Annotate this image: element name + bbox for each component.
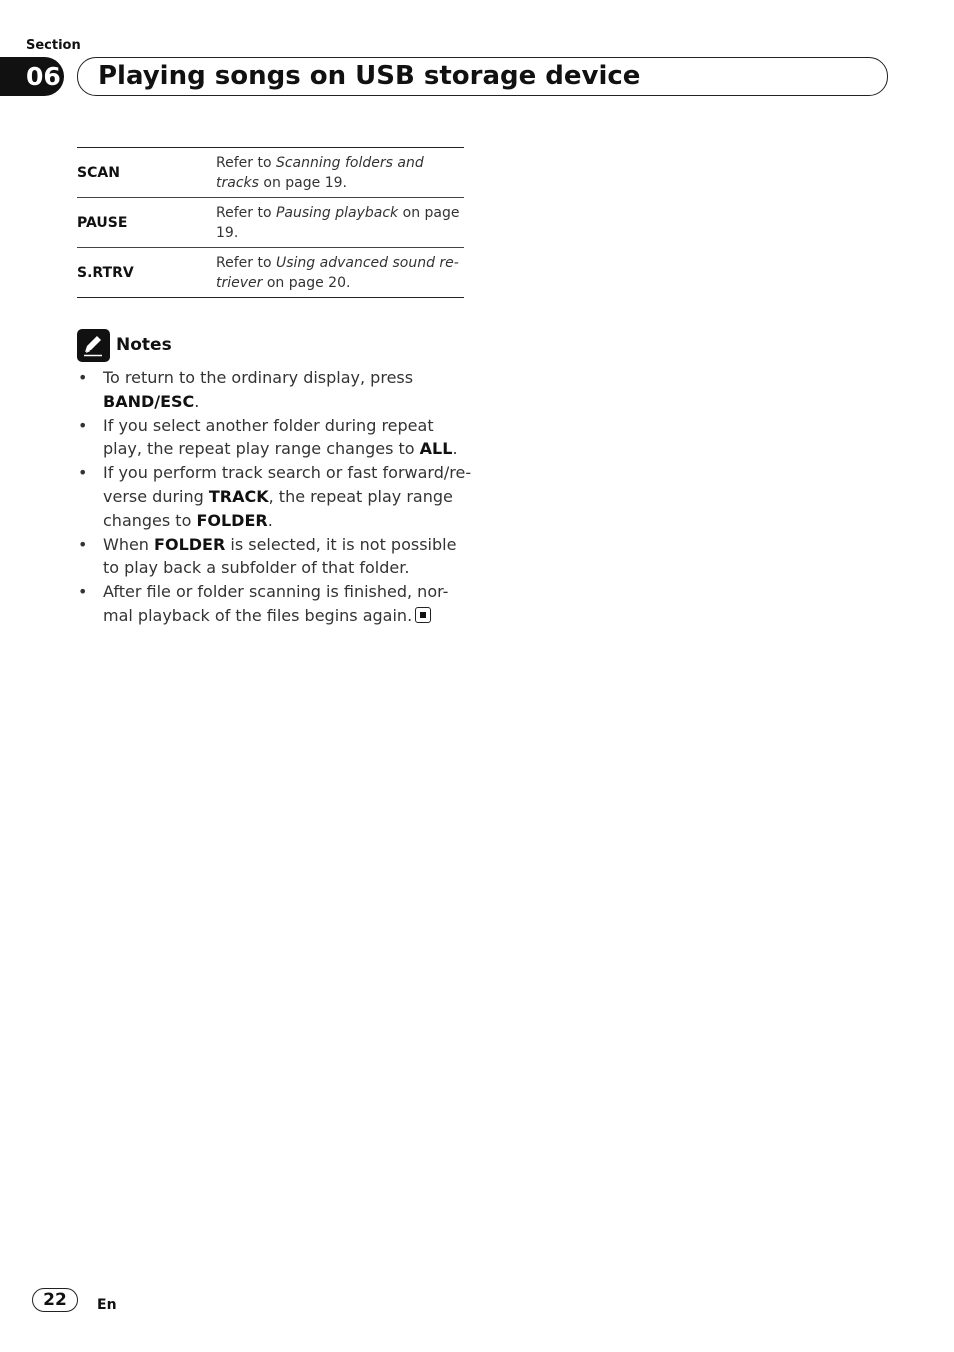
list-item xyxy=(77,366,477,414)
desc-suffix: on page 19. xyxy=(216,204,460,241)
notes-heading xyxy=(77,328,172,362)
note-text: , the repeat play range changes to xyxy=(103,486,453,530)
page-title: Playing songs on USB storage device xyxy=(98,61,641,91)
bullet: • xyxy=(78,368,88,387)
cross-reference: Scanning folders and tracks xyxy=(216,154,424,191)
table-row xyxy=(77,198,464,248)
note-text: To return to the ordinary display, press xyxy=(103,368,414,387)
note-button-name: BAND/ESC xyxy=(103,391,195,411)
bullet: • xyxy=(78,534,88,554)
desc-prefix: Refer to xyxy=(216,154,276,171)
bullet: • xyxy=(78,463,88,483)
function-name: SCAN xyxy=(77,164,120,181)
function-description xyxy=(216,148,464,198)
note-text: After file or folder scanning is finished, nor-mal playback of the files begins again. xyxy=(103,582,449,625)
function-name: PAUSE xyxy=(77,198,216,248)
function-table xyxy=(77,147,464,298)
cross-reference: Using advanced sound re-triever xyxy=(216,254,459,291)
note-text: . xyxy=(452,439,458,459)
list-item xyxy=(77,580,477,628)
function-description xyxy=(216,248,464,298)
pencil-icon xyxy=(77,329,110,362)
section-number-tab: 06 xyxy=(0,57,64,96)
end-mark-icon xyxy=(415,607,431,623)
note-text: If you select another folder during repeat play, the repeat play range changes to xyxy=(103,415,434,459)
list-item xyxy=(77,533,477,581)
function-description xyxy=(216,198,464,248)
cross-reference: Pausing playback xyxy=(275,204,399,221)
function-name: S.RTRV xyxy=(77,248,216,298)
note-setting-name: ALL xyxy=(419,439,453,459)
note-text: When xyxy=(103,534,155,554)
note-text: is selected, it is not possible to play back a subfolder of that folder. xyxy=(103,534,457,578)
note-text: If you perform track search or fast forward/re-verse during xyxy=(103,463,472,506)
section-label: Section xyxy=(26,38,81,53)
desc-prefix: Refer to xyxy=(216,204,276,221)
notes-title: Notes xyxy=(116,335,172,355)
language-code: En xyxy=(97,1297,117,1313)
notes-list xyxy=(77,366,477,628)
note-setting-name: FOLDER xyxy=(154,534,226,554)
page-number: 22 xyxy=(32,1288,78,1312)
desc-prefix: Refer to xyxy=(216,254,276,271)
list-item xyxy=(77,461,477,532)
note-text: . xyxy=(194,391,200,411)
desc-suffix: on page 20. xyxy=(262,274,351,291)
note-setting-name: TRACK xyxy=(208,486,269,506)
note-text: . xyxy=(267,510,273,530)
note-setting-name: FOLDER xyxy=(196,510,268,530)
title-box xyxy=(77,57,888,96)
bullet: • xyxy=(78,582,88,602)
table-row xyxy=(77,148,464,198)
table-row xyxy=(77,248,464,298)
bullet: • xyxy=(78,415,88,435)
list-item xyxy=(77,414,477,462)
desc-suffix: on page 19. xyxy=(258,174,347,191)
